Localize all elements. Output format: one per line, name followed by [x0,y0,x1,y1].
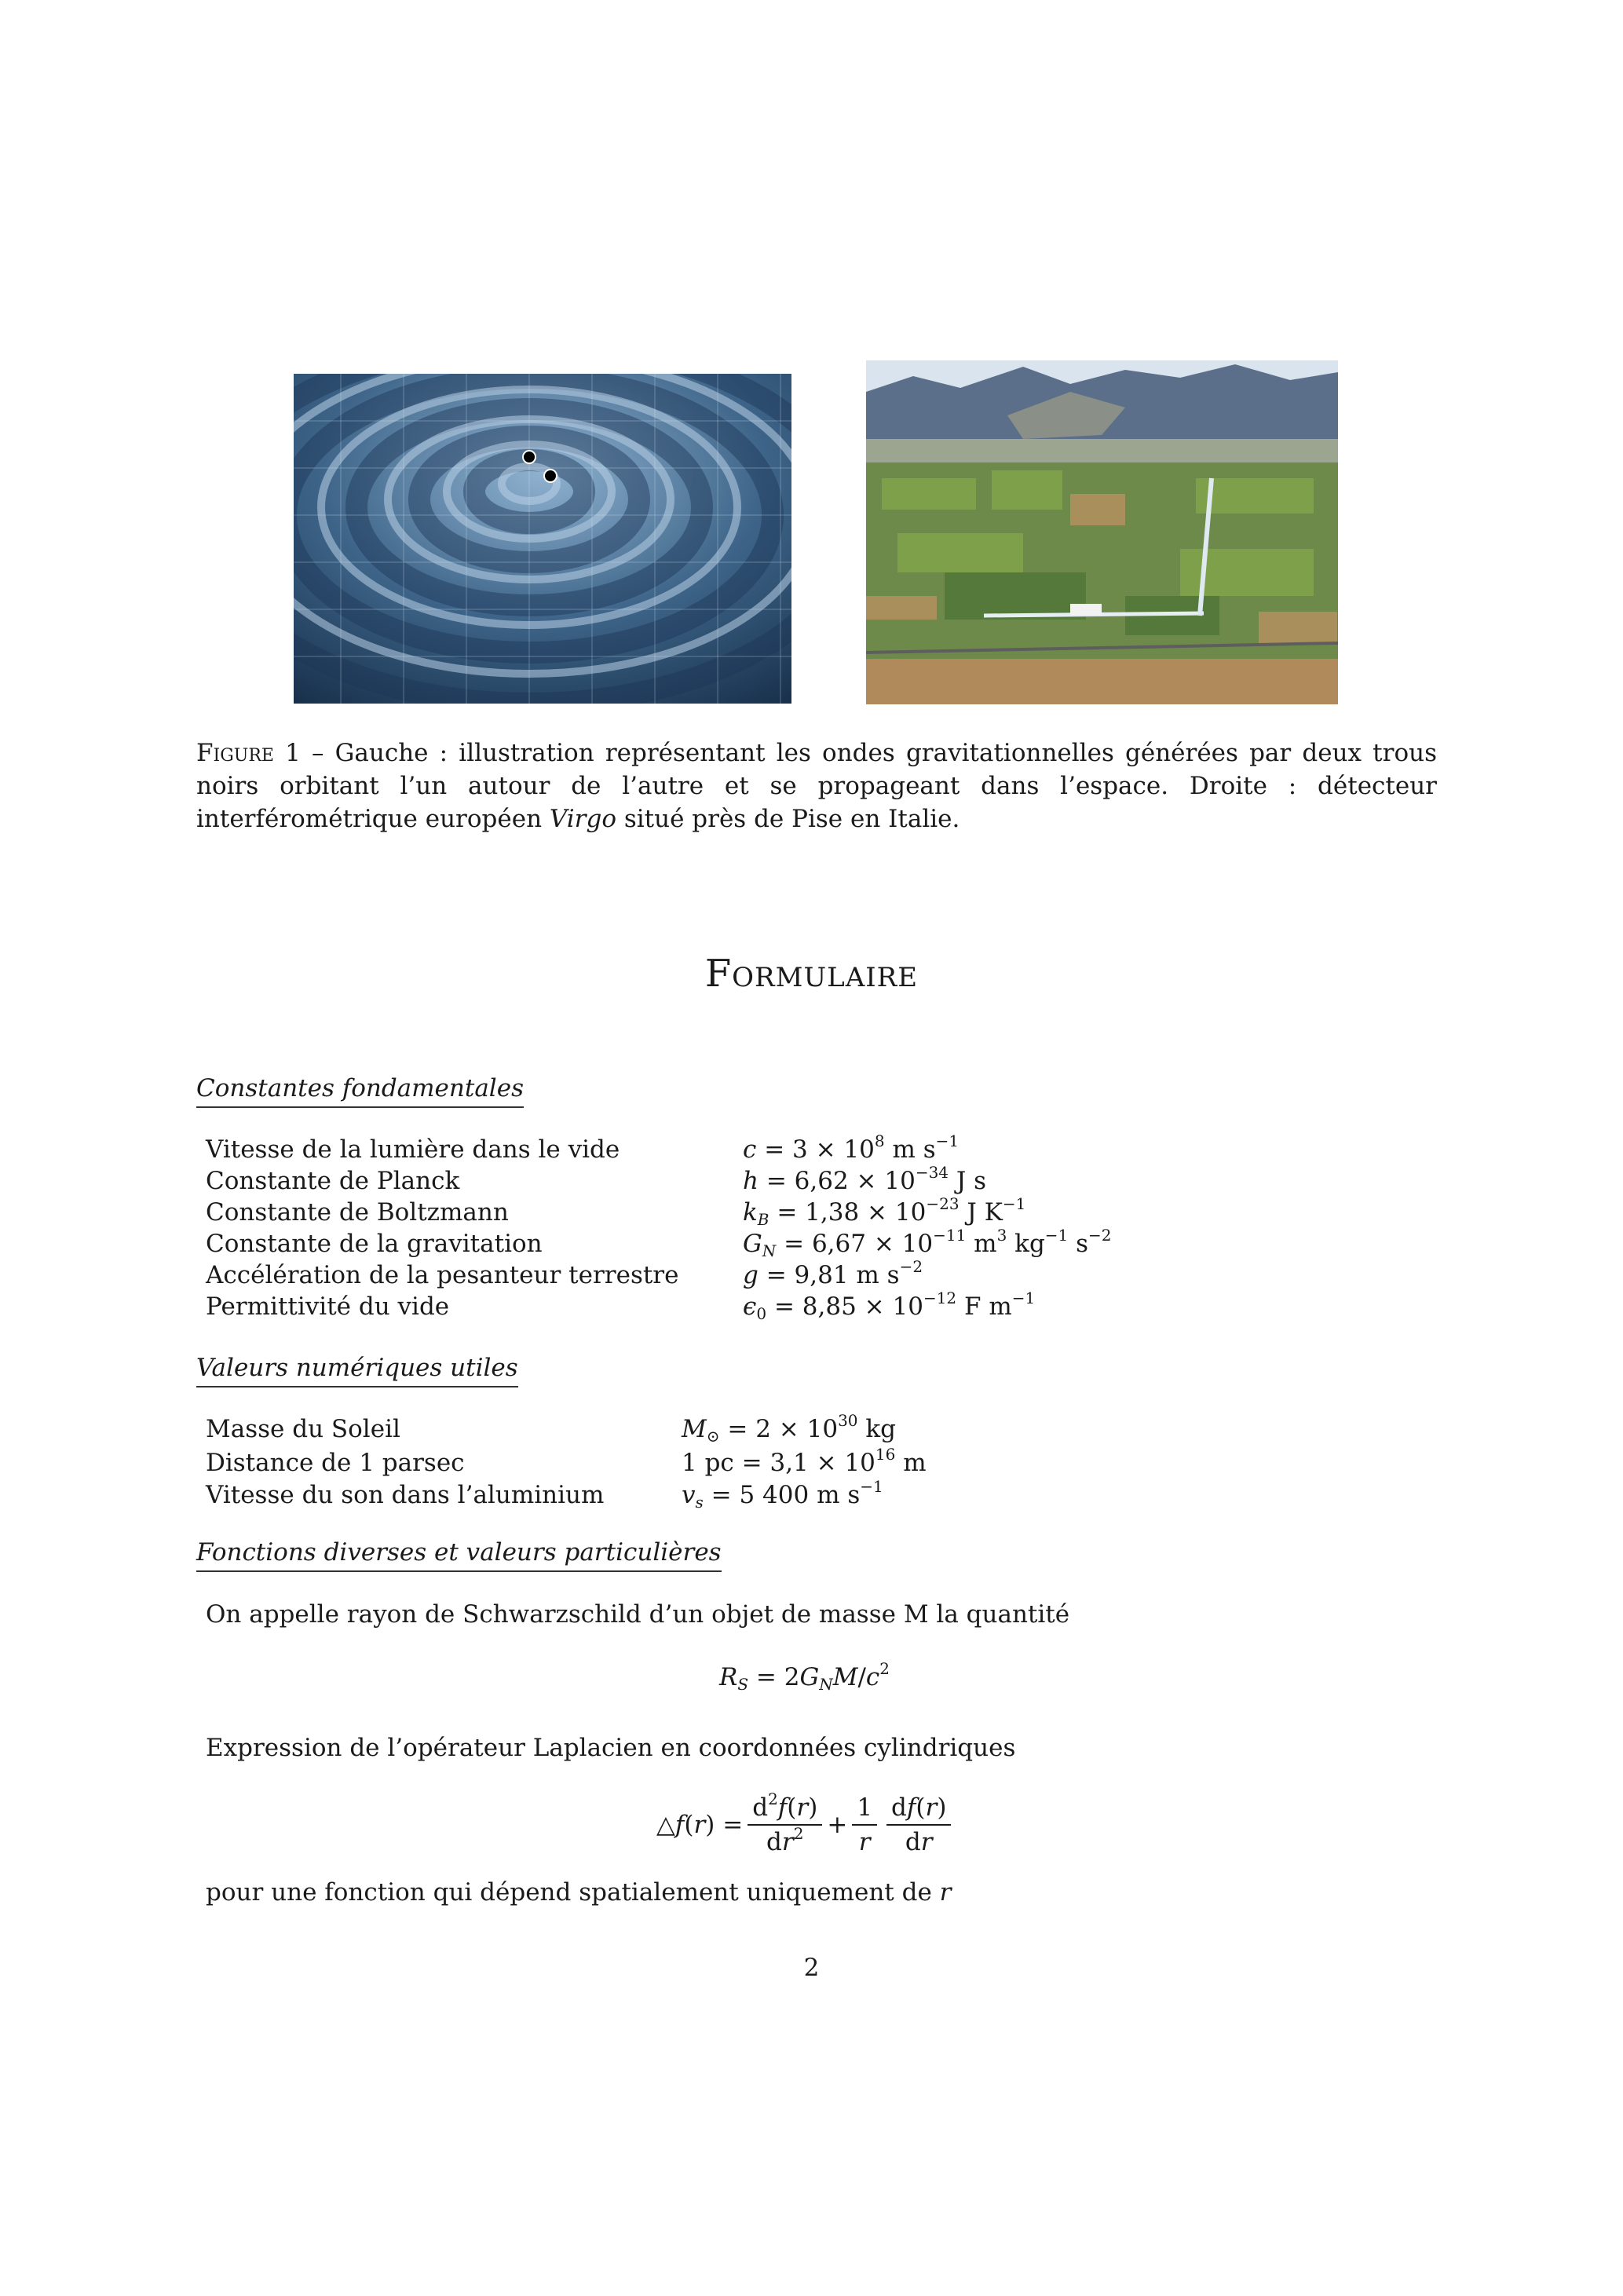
numeric-value-parsec: 1 pc = $3,1 \times 10^{16}$ m [682,1445,927,1477]
constant-value-h: $h = 6,62 \times 10^{-34}$ J s [743,1163,987,1195]
laplacian-text: Expression de l’opérateur Laplacien en coordonnées cylindriques [206,1734,1016,1762]
function-note: pour une fonction qui dépend spatialement uniquement de r [206,1878,952,1907]
schwarzschild-formula: $R_S = 2G_NM/c^2$ [719,1659,890,1694]
page-number: 2 [803,1954,820,1982]
constant-label: Accélération de la pesanteur terrestre [206,1261,679,1289]
constant-value-gn: $G_N = 6,67 \times 10^{-11}$ $m^3$ $kg^{-1}$ $s^{-2}$ [743,1226,1112,1260]
constant-label: Constante de Boltzmann [206,1198,509,1227]
caption-virgo: Virgo [549,805,616,833]
caption-end: situé près de Pise en Italie. [616,805,960,833]
laplacian-formula: △f(r) = $\frac{d^2f(r)}{dr^2}$ + $\frac{1}{r}$ $\frac{df(r)}{dr}$ [656,1792,956,1858]
numeric-value-sun-mass: $M_⊙ = 2 \times 10^{30}$ kg [682,1411,896,1446]
numeric-label: Distance de 1 parsec [206,1449,465,1477]
constant-value-kb: $k_B = 1,38 \times 10^{-23}$ J $K^{-1}$ [743,1194,1026,1229]
figure-caption [196,737,1437,835]
function-note-text: pour une fonction qui dépend spatialement uniquement de [206,1878,940,1907]
figure-label: Figure 1 [196,739,301,767]
virgo-detector-photo [866,360,1338,704]
constant-label: Constante de la gravitation [206,1230,543,1258]
constant-value-g: g = 9,81 m $s^{-2}$ [743,1257,923,1289]
constant-label: Permittivité du vide [206,1292,450,1321]
numeric-value-sound: $v_s = 5$ 400 m $s^{-1}$ [682,1477,883,1512]
constant-label: Constante de Planck [206,1167,460,1195]
page-title: Formulaire [704,952,919,996]
section-functions-heading: Fonctions diverses et valeurs particulières [196,1537,722,1572]
caption-text: – Gauche : illustration représentant les ondes gravitationnelles générées par deux trous noirs orbitant l’un autour de l’autre et se propageant dans l’espace. Droite : détecteur interférométrique européen [196,739,1437,833]
numeric-label: Vitesse du son dans l’aluminium [206,1481,605,1509]
numeric-label: Masse du Soleil [206,1415,400,1443]
gravitational-waves-illustration [294,374,791,704]
constant-label: Vitesse de la lumière dans le vide [206,1135,620,1164]
schwarzschild-text: On appelle rayon de Schwarzschild d’un objet de masse M la quantité [206,1600,1070,1629]
section-numeric-heading: Valeurs numériques utiles [196,1353,518,1387]
constant-value-epsilon: $\epsilon_0 = 8,85 \times 10^{-12}$ F $m^{-1}$ [743,1289,1036,1323]
section-constants-heading: Constantes fondamentales [196,1073,524,1108]
constant-value-c: $c = 3 \times 10^8$ m $s^{-1}$ [743,1132,960,1164]
